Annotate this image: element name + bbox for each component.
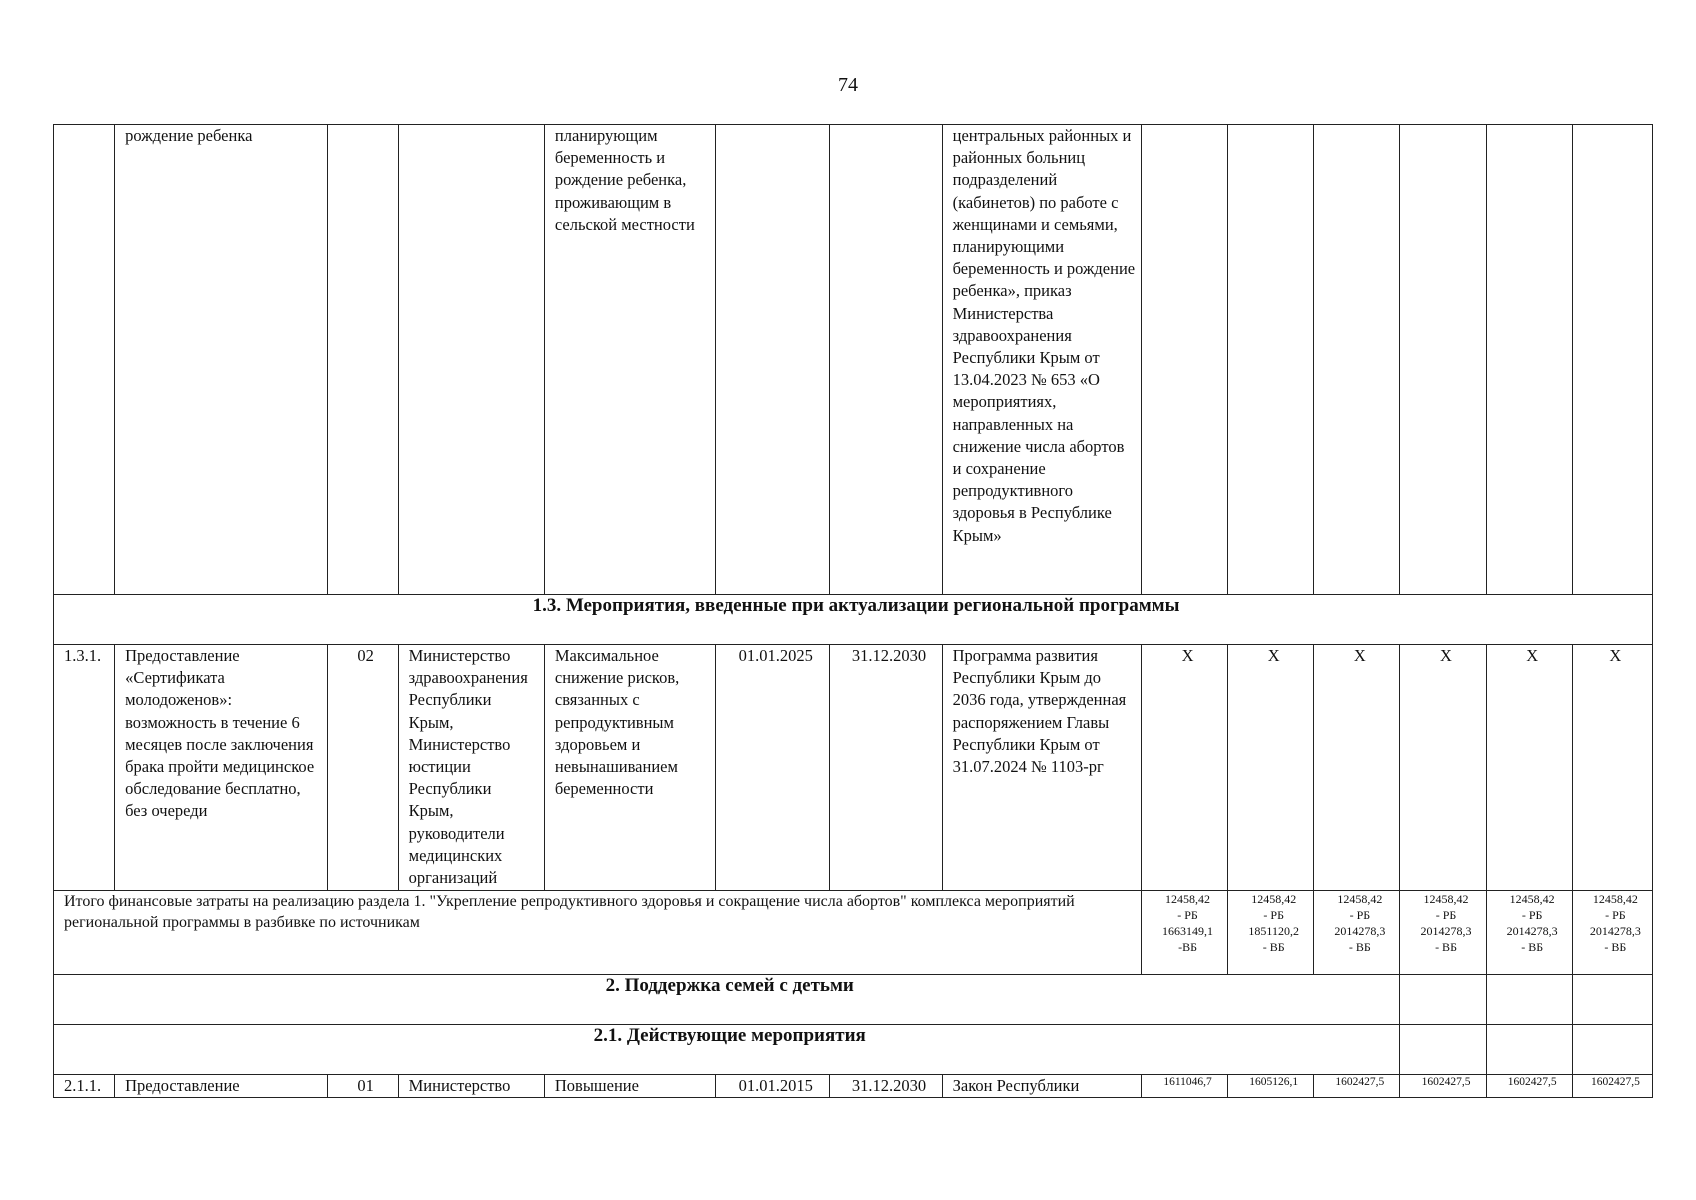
cell-year: [1486, 125, 1572, 595]
cell-year: 1602427,5: [1314, 1075, 1400, 1098]
cell-year: X: [1400, 645, 1486, 891]
total-rb-value: 12458,42: [1592, 892, 1638, 906]
cell-event-name: Предоставление «Сертификата молодоженов»: возможность в течение 6 месяцев после заключения брака пройти медицинское обследование бесплатно, без очереди: [115, 645, 327, 891]
cell-start: [716, 125, 830, 595]
cell-executor: [398, 125, 544, 595]
total-rb-tag: - РБ: [1435, 908, 1457, 922]
cell-code: 01: [327, 1075, 398, 1098]
cell-basis: Закон Республики: [942, 1075, 1141, 1098]
total-rb-tag: - РБ: [1605, 908, 1626, 922]
cell-empty: [1400, 1025, 1486, 1075]
cell-year: X: [1141, 645, 1227, 891]
total-rb-tag: - РБ: [1521, 908, 1543, 922]
cell-basis: центральных районных и районных больниц подразделений (кабинетов) по работе с женщинами и семьями, планирующими беременность и рождение ребенка», приказ Министерства здравоохранения Республики Крым от 13.04.2023 № 653 «О мероприятиях, направленных на снижение числа абортов и сохранение репродуктивного здоровья в Республике Крым»: [942, 125, 1141, 595]
cell-total-year: [1400, 891, 1486, 975]
cell-year: 1602427,5: [1572, 1075, 1652, 1098]
cell-total-year: [1314, 891, 1400, 975]
section-heading-2: 2. Поддержка семей с детьми: [54, 975, 1400, 1025]
section-heading-1-3: 1.3. Мероприятия, введенные при актуализации региональной программы: [54, 595, 1653, 645]
cell-basis: Программа развития Республики Крым до 2036 года, утвержденная распоряжением Главы Республики Крым от 31.07.2024 № 1103-рг: [942, 645, 1141, 891]
table-row: [54, 1075, 1653, 1098]
cell-num: 1.3.1.: [54, 645, 115, 891]
cell-num: 2.1.1.: [54, 1075, 115, 1098]
total-vb-value: 1851120,2: [1248, 924, 1299, 938]
cell-year: [1228, 125, 1314, 595]
total-vb-tag: -ВБ: [1178, 940, 1197, 954]
section-row: [54, 1025, 1653, 1075]
cell-year: [1400, 125, 1486, 595]
cell-year: X: [1228, 645, 1314, 891]
cell-total-year: [1486, 891, 1572, 975]
total-vb-tag: - ВБ: [1521, 940, 1544, 954]
cell-total-year: [1141, 891, 1227, 975]
cell-year: X: [1486, 645, 1572, 891]
cell-end: [830, 125, 942, 595]
total-rb-tag: - РБ: [1177, 908, 1198, 922]
total-vb-value: 2014278,3: [1506, 924, 1558, 938]
total-label: Итого финансовые затраты на реализацию раздела 1. "Укрепление репродуктивного здоровья и сокращение числа абортов" комплекса мероприятий региональной программы в разбивке по источникам: [54, 891, 1142, 975]
cell-end: 31.12.2030: [830, 645, 942, 891]
total-vb-value: 2014278,3: [1589, 924, 1641, 938]
cell-code: [327, 125, 398, 595]
cell-empty: [1572, 975, 1652, 1025]
section-row: [54, 595, 1653, 645]
section-row: [54, 975, 1653, 1025]
total-vb-tag: - ВБ: [1604, 940, 1627, 954]
table-row: [54, 645, 1653, 891]
cell-year: X: [1314, 645, 1400, 891]
total-rb-value: 12458,42: [1509, 892, 1555, 906]
page-number: 74: [838, 74, 858, 96]
cell-start: 01.01.2025: [716, 645, 830, 891]
total-row: [54, 891, 1653, 975]
cell-year: [1141, 125, 1227, 595]
total-rb-value: 12458,42: [1337, 892, 1383, 906]
cell-year: 1602427,5: [1486, 1075, 1572, 1098]
total-rb-value: 12458,42: [1423, 892, 1469, 906]
total-rb-tag: - РБ: [1263, 908, 1284, 922]
cell-year: 1605126,1: [1228, 1075, 1314, 1098]
cell-num: [54, 125, 115, 595]
total-vb-tag: - ВБ: [1262, 940, 1285, 954]
cell-empty: [1486, 1025, 1572, 1075]
cell-result: Максимальное снижение рисков, связанных с репродуктивным здоровьем и невынашиванием беременности: [544, 645, 715, 891]
total-rb-value: 12458,42: [1165, 892, 1211, 906]
cell-year: X: [1572, 645, 1652, 891]
cell-year: 1611046,7: [1141, 1075, 1227, 1098]
cell-empty: [1572, 1025, 1652, 1075]
cell-result: Повышение: [544, 1075, 715, 1098]
cell-event-name: Предоставление: [115, 1075, 327, 1098]
section-heading-2-1: 2.1. Действующие мероприятия: [54, 1025, 1400, 1075]
total-vb-tag: - ВБ: [1435, 940, 1457, 954]
table-row-continuation: [54, 125, 1653, 595]
total-rb-tag: - РБ: [1349, 908, 1371, 922]
cell-empty: [1400, 975, 1486, 1025]
total-vb-tag: - ВБ: [1348, 940, 1371, 954]
total-vb-value: 1663149,1: [1162, 924, 1214, 938]
program-table: [53, 124, 1653, 1098]
cell-code: 02: [327, 645, 398, 891]
cell-empty: [1486, 975, 1572, 1025]
cell-start: 01.01.2015: [716, 1075, 830, 1098]
cell-executor: Министерство здравоохранения Республики Крым, Министерство юстиции Республики Крым, руководители медицинских организаций: [398, 645, 544, 891]
cell-end: 31.12.2030: [830, 1075, 942, 1098]
cell-result: планирующим беременность и рождение ребенка, проживающим в сельской местности: [544, 125, 715, 595]
total-vb-value: 2014278,3: [1420, 924, 1472, 938]
cell-year: [1314, 125, 1400, 595]
cell-year: [1572, 125, 1652, 595]
cell-executor: Министерство: [398, 1075, 544, 1098]
total-rb-value: 12458,42: [1251, 892, 1297, 906]
cell-year: 1602427,5: [1400, 1075, 1486, 1098]
cell-event-name: рождение ребенка: [115, 125, 327, 595]
total-vb-value: 2014278,3: [1334, 924, 1386, 938]
cell-total-year: [1572, 891, 1652, 975]
cell-total-year: [1228, 891, 1314, 975]
